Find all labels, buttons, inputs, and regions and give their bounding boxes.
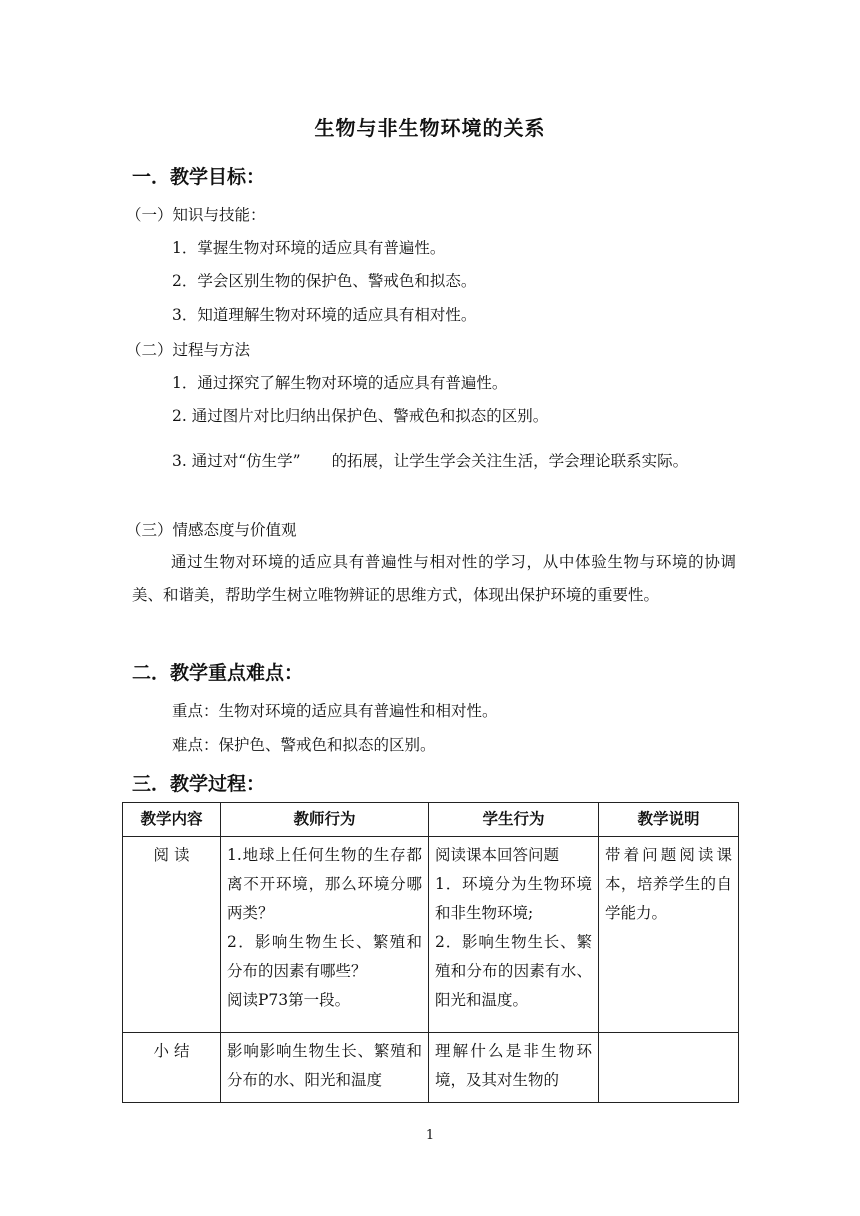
- table-cell-content: 小 结: [123, 1033, 221, 1103]
- table-header-row: [123, 803, 739, 837]
- table-cell-teacher: [221, 837, 429, 1033]
- table-cell-note: 带着问题阅读课本，培养学生的自学能力。: [599, 837, 739, 1033]
- knowledge-item-1: 1．掌握生物对环境的适应具有普遍性。: [172, 239, 446, 257]
- process-item-3: 3. 通过对“仿生学” 的拓展，让学生学会关注生活，学会理论联系实际。: [172, 452, 689, 470]
- table-row: [123, 837, 739, 1033]
- section-heading-process: 三．教学过程：: [132, 773, 266, 795]
- key-point-text: 重点：生物对环境的适应具有普遍性和相对性。: [172, 702, 498, 720]
- process-item-1: 1．通过探究了解生物对环境的适应具有普遍性。: [172, 374, 508, 392]
- teacher-line: 2．影响生物生长、繁殖和分布的因素有哪些？: [227, 933, 422, 980]
- table-header-cell: 教师行为: [221, 803, 429, 837]
- knowledge-item-3: 3．知道理解生物对环境的适应具有相对性。: [172, 306, 477, 324]
- teacher-line: 阅读P73第一段。: [227, 991, 351, 1009]
- table-header-cell: 教学说明: [599, 803, 739, 837]
- teacher-line: 1.地球上任何生物的生存都离不开环境，那么环境分哪两类？: [227, 846, 422, 922]
- student-line: 阅读课本回答问题: [435, 846, 560, 864]
- attitude-paragraph: 通过生物对环境的适应具有普遍性与相对性的学习，从中体验生物与环境的协调美、和谐美，帮助学生树立唯物辨证的思维方式，体现出保护环境的重要性。: [132, 553, 736, 604]
- section-heading-objectives: 一．教学目标：: [132, 166, 266, 188]
- subheading-attitude: （三）情感态度与价值观: [126, 521, 297, 539]
- table-cell-student: [429, 837, 599, 1033]
- knowledge-item-2: 2．学会区别生物的保护色、警戒色和拟态。: [172, 272, 477, 290]
- teacher-line: 影响影响生物生长、繁殖和分布的水、阳光和温度: [227, 1042, 422, 1089]
- difficulty-text: 难点：保护色、警戒色和拟态的区别。: [172, 736, 436, 754]
- student-line: 1．环境分为生物环境和非生物环境;: [435, 875, 592, 922]
- student-line: 理解什么是非生物环境，及其对生物的: [435, 1042, 592, 1089]
- table-header-cell: 教学内容: [123, 803, 221, 837]
- table-cell-note: [599, 1033, 739, 1103]
- table-cell-student: [429, 1033, 599, 1103]
- table-cell-content: 阅 读: [123, 837, 221, 1033]
- table-header-cell: 学生行为: [429, 803, 599, 837]
- document-title: 生物与非生物环境的关系: [314, 116, 546, 140]
- subheading-process: （二）过程与方法: [126, 341, 251, 359]
- table-row: [123, 1033, 739, 1103]
- student-line: 2．影响生物生长、繁殖和分布的因素有水、阳光和温度。: [435, 933, 592, 1009]
- section-heading-key-points: 二．教学重点难点：: [132, 662, 304, 684]
- teaching-process-table: [122, 802, 739, 1103]
- table-cell-teacher: [221, 1033, 429, 1103]
- process-item-2: 2. 通过图片对比归纳出保护色、警戒色和拟态的区别。: [172, 407, 549, 425]
- subheading-knowledge: （一）知识与技能：: [126, 206, 266, 224]
- page-number: 1: [425, 1128, 435, 1143]
